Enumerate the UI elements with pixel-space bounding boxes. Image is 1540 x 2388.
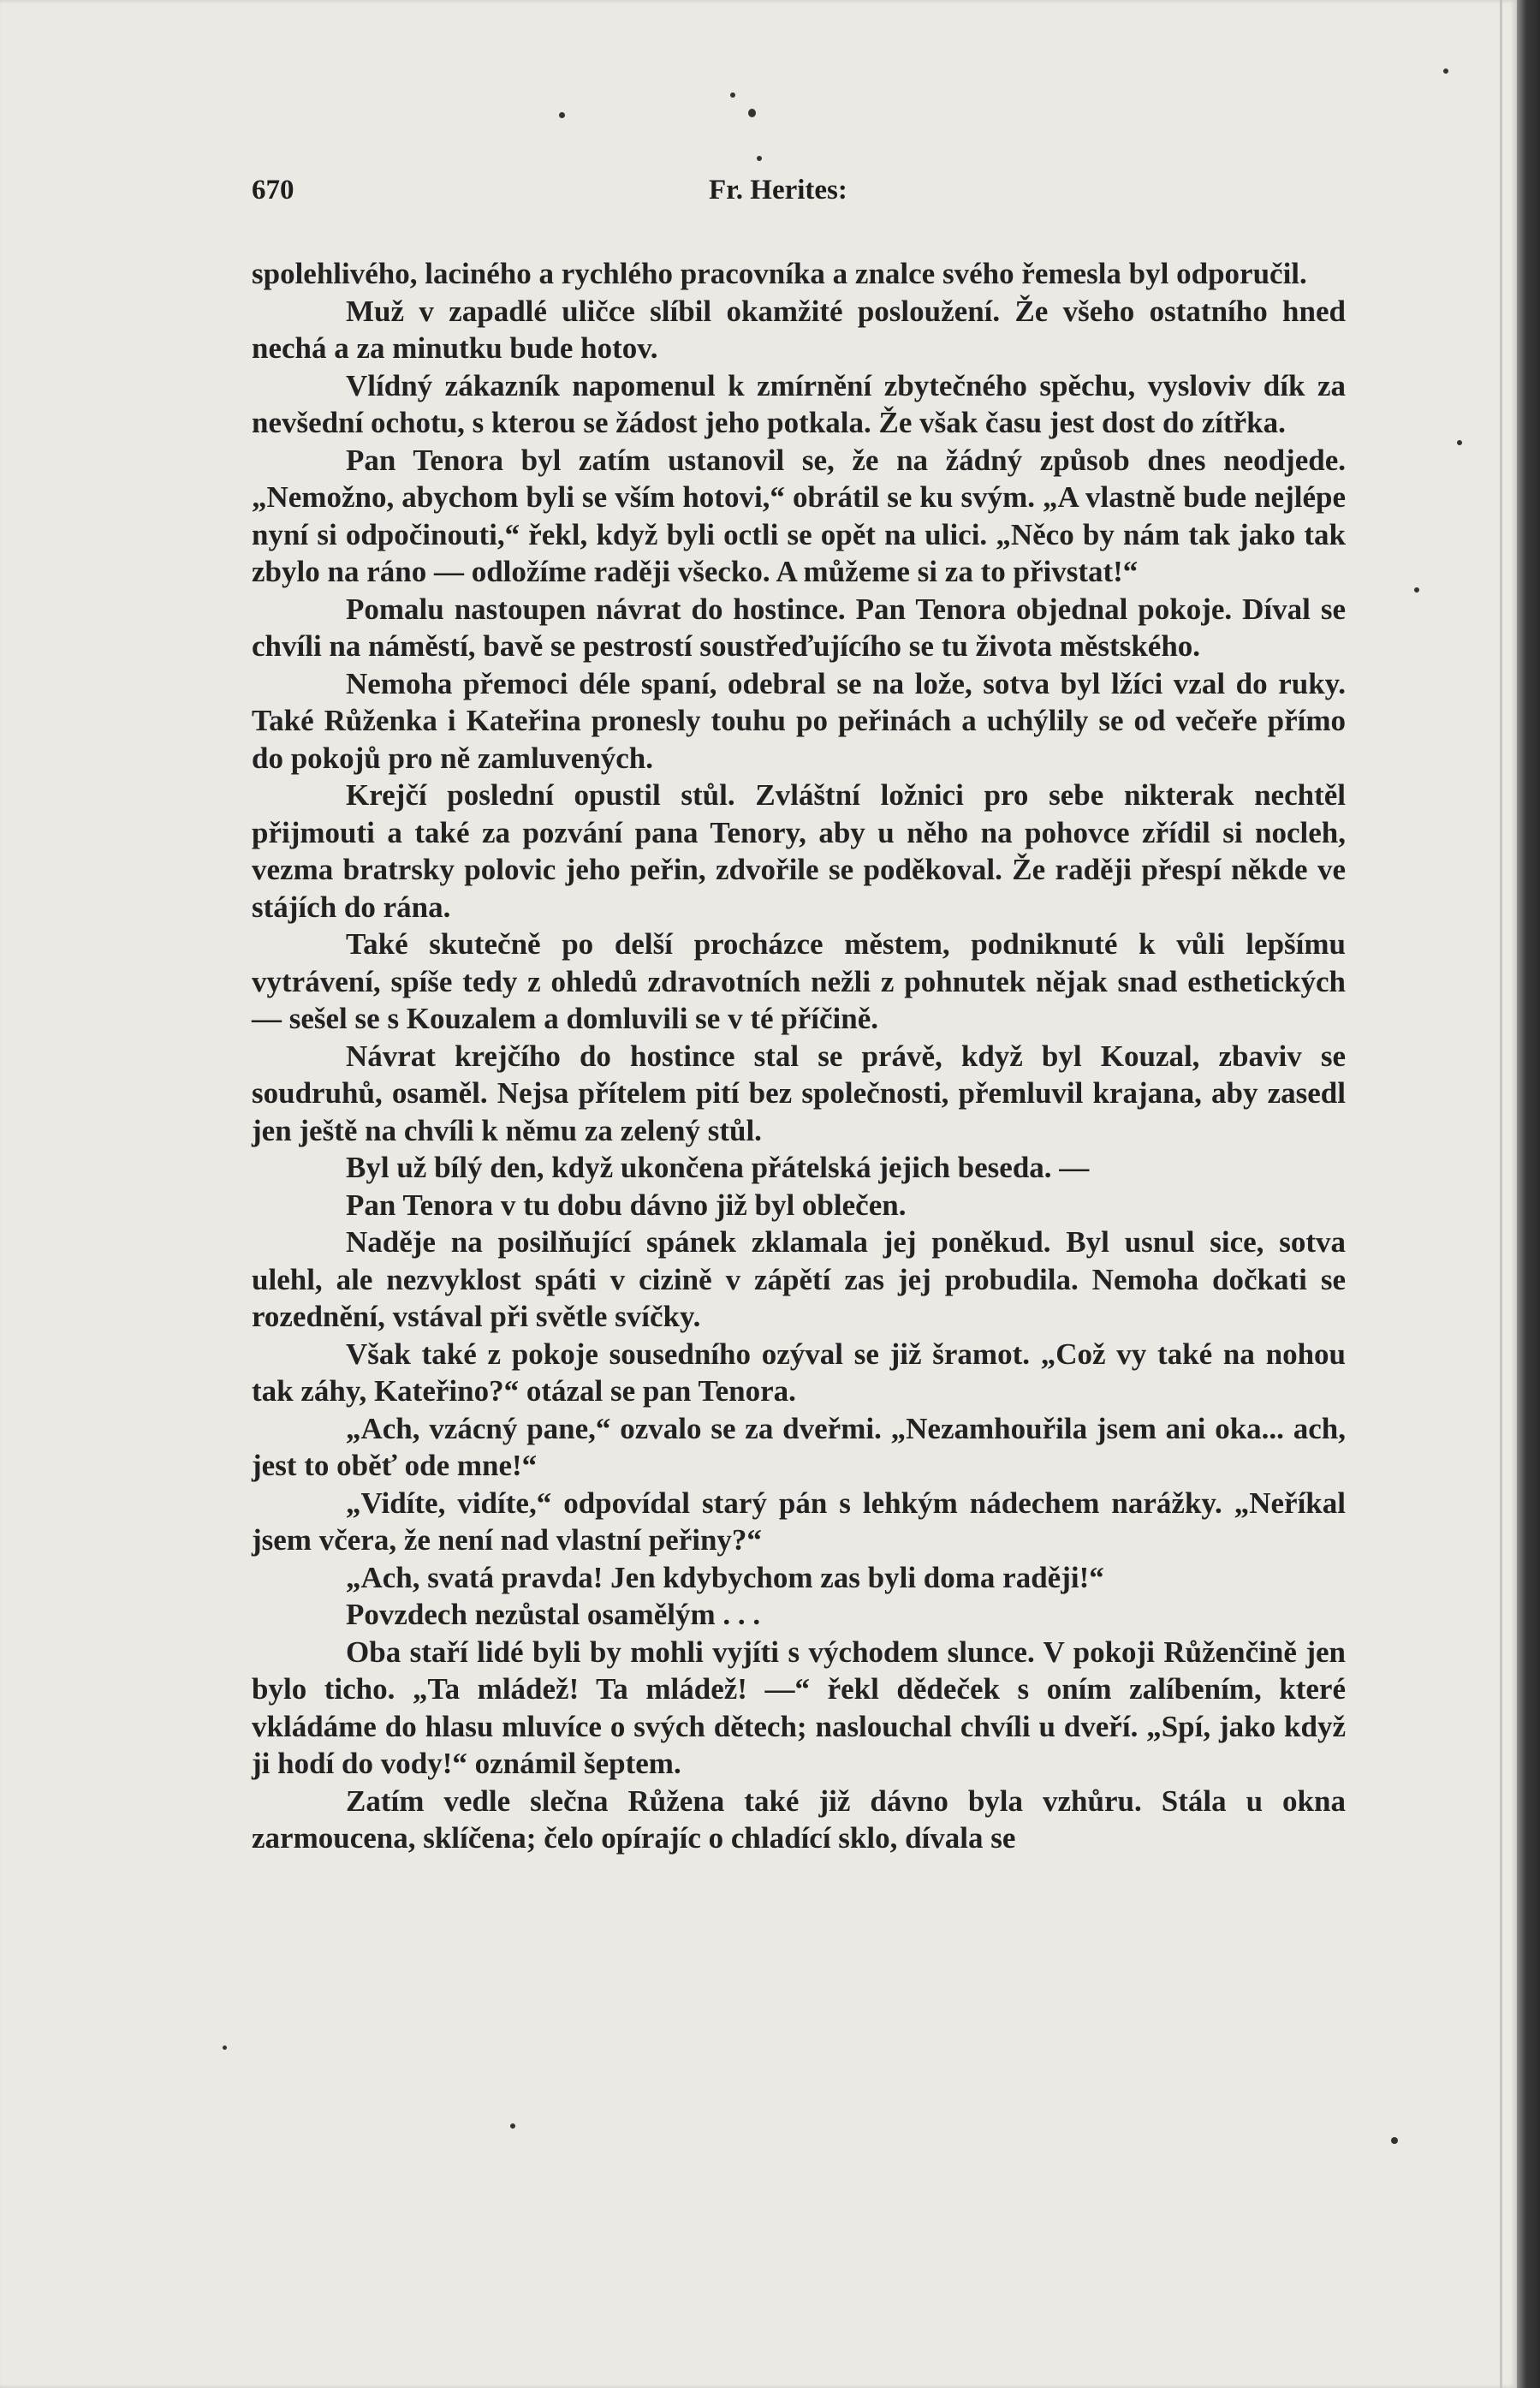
print-speck [1457,440,1462,445]
print-speck [730,92,735,98]
paragraph: Také skutečně po delší procházce městem, podniknuté k vůli lepšímu vytrávení, spíše tedy z ohledů zdravotních nežli z pohnutek nějak snad esthetických — sešel se s Kouzalem a domluvili se v té příčině. [252,927,1346,1035]
paragraph: Krejčí poslední opustil stůl. Zvláštní ložnici pro sebe nikterak nechtěl přijmouti a také za pozvání pana Tenory, aby u něho na pohovce zřídil si nocleh, vezma bratrsky polovic jeho peřin, zdvořile se poděkoval. Že raději přespí někde ve stájích do rána. [252,778,1346,924]
print-speck [748,109,756,117]
paragraph: „Ach, svatá pravda! Jen kdybychom zas byli doma raději!“ [346,1560,1104,1594]
paragraph: Však také z pokoje sousedního ozýval se již šramot. „Což vy také na nohou tak záhy, Kateřino?“ otázal se pan Tenora. [252,1337,1346,1408]
paragraph: Návrat krejčího do hostince stal se právě, když byl Kouzal, zbaviv se soudruhů, osaměl. Nejsa přítelem pití bez společnosti, přemluvil krajana, aby zasedl jen ještě na chvíli k němu za zelený stůl. [252,1039,1346,1147]
body-text [252,255,1346,1857]
scan-border [1517,0,1540,2388]
paragraph: Nemoha přemoci déle spaní, odebral se na lože, sotva byl lžíci vzal do ruky. Také Růženka i Kateřina pronesly touhu po peřinách a uchýlily se od večeře přímo do pokojů pro ně zamluvených. [252,666,1346,775]
paragraph: Byl už bílý den, když ukončena přátelská jejich beseda. — [346,1151,1090,1184]
print-speck [223,2046,227,2050]
paragraph: Pan Tenora v tu dobu dávno již byl oblečen. [346,1188,907,1222]
paragraph: Oba staří lidé byli by mohli vyjíti s východem slunce. V pokoji Růženčině jen bylo ticho. „Ta mládež! Ta mládež! —“ řekl dědeček s oním zalíbením, které vkládáme do hlasu mluvíce o svých dětech; naslouchal chvíli u dveří. „Spí, jako když ji hodí do vody!“ oznámil šeptem. [252,1635,1346,1780]
print-speck [757,156,762,161]
print-speck [1443,68,1448,74]
print-speck [1391,2137,1398,2144]
running-head: Fr. Herites: [709,175,847,205]
paragraph: Pan Tenora byl zatím ustanovil se, že na žádný způsob dnes neodjede. „Nemožno, abychom byli se vším hotovi,“ obrátil se ku svým. „A vlastně bude nejlépe nyní si odpočinouti,“ řekl, když byli octli se opět na ulici. „Něco by nám tak jako tak zbylo na ráno — odložíme raději všecko. A můžeme si za to přivstat!“ [252,443,1346,588]
print-speck [510,2123,515,2129]
paragraph: Zatím vedle slečna Růžena také již dávno byla vzhůru. Stála u okna zarmoucena, sklíčena; čelo opírajíc o chladící sklo, dívala se [252,1784,1346,1855]
page-edge-line [1500,0,1502,2388]
print-speck [1414,587,1419,593]
print-speck [559,112,565,118]
paragraph: Naděje na posilňující spánek zklamala jej poněkud. Byl usnul sice, sotva ulehl, ale nezvyklost spáti v cizině v zápětí zas jej probudila. Nemoha dočkati se rozednění, vstával při světle svíčky. [252,1225,1346,1333]
paragraph: Vlídný zákazník napomenul k zmírnění zbytečného spěchu, vysloviv dík za nevšední ochotu, s kterou se žádost jeho potkala. Že však času jest dost do zítřka. [252,368,1346,439]
paragraph: „Vidíte, vidíte,“ odpovídal starý pán s lehkým nádechem narážky. „Neříkal jsem včera, že není nad vlastní peřiny?“ [252,1486,1346,1557]
paragraph: Pomalu nastoupen návrat do hostince. Pan Tenora objednal pokoje. Díval se chvíli na náměstí, bavě se pestrostí soustřeďujícího se tu života městského. [252,592,1346,663]
page-number: 670 [252,175,294,205]
paragraph: Povzdech nezůstal osamělým . . . [346,1598,761,1631]
paragraph: spolehlivého, laciného a rychlého pracovníka a znalce svého řemesla byl odporučil. [252,257,1307,290]
paragraph: „Ach, vzácný pane,“ ozvalo se za dveřmi. „Nezamhouřila jsem ani oka... ach, jest to oběť ode mne!“ [252,1411,1346,1482]
paragraph: Muž v zapadlé uličce slíbil okamžité posloužení. Že všeho ostatního hned nechá a za minutku bude hotov. [252,294,1346,365]
page-header [252,175,1347,217]
